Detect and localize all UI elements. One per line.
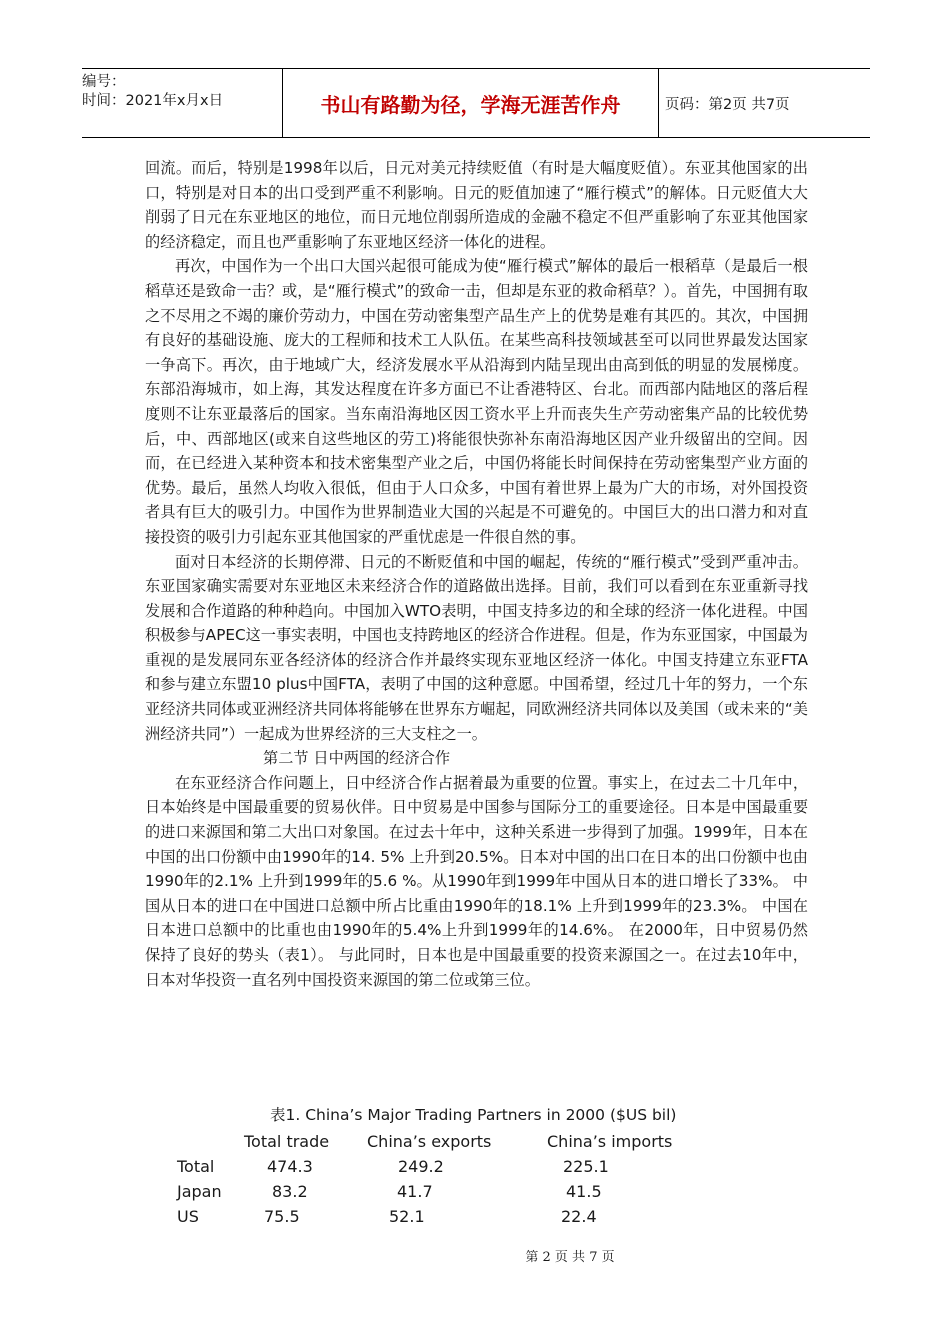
table-cell: 41.7 bbox=[397, 1182, 433, 1201]
table-cell: 52.1 bbox=[389, 1207, 425, 1226]
header-meta bbox=[82, 69, 282, 137]
page-header bbox=[82, 68, 870, 138]
document-number-label: 编号： bbox=[82, 74, 126, 90]
page-footer: 第 2 页 共 7 页 bbox=[525, 1250, 615, 1265]
table-header-imports: China’s imports bbox=[547, 1132, 673, 1151]
document-body bbox=[145, 156, 808, 992]
section-heading: 第二节 日中两国的经济合作 bbox=[263, 749, 451, 768]
table-cell: 75.5 bbox=[264, 1207, 300, 1226]
table-cell: 474.3 bbox=[267, 1157, 313, 1176]
table-row-label: Japan bbox=[177, 1182, 222, 1201]
body-paragraph: 在东亚经济合作问题上，日中经济合作占据着最为重要的位置。事实上，在过去二十几年中，日本始终是中国最重要的贸易伙伴。日中贸易是中国参与国际分工的重要途径。日本是中国最重要的进口来源国和第二大出口对象国。在过去十年中，这种关系进一步得到了加强。1999年，日本在中国的出口份额中由1990年的14. 5% 上升到20.5%。日本对中国的出口在日本的出口份额中也由1990年的2.1% 上升到1999年的5.6 %。从1990年到1999年中国从日本的进口增长了33%。 中国从日本的进口在中国进口总额中所占比重由1990年的18.1% 上升到1999年的23.3%。 中国在日本进口总额中的比重也由1990年的5.4%上升到1999年的14.6%。 在2000年，日中贸易仍然保持了良好的势头（表1）。 与此同时，日本也是中国最重要的投资来源国之一。在过去10年中，日本对华投资一直名列中国投资来源国的第二位或第三位。 bbox=[145, 773, 808, 989]
table-header-exports: China’s exports bbox=[367, 1132, 492, 1151]
table-cell: 249.2 bbox=[398, 1157, 444, 1176]
table-caption: 表1. China’s Major Trading Partners in 2000 ($US bil) bbox=[270, 1106, 677, 1124]
table-cell: 225.1 bbox=[563, 1157, 609, 1176]
table-cell: 83.2 bbox=[272, 1182, 308, 1201]
header-page-label: 页码：第2页 共7页 bbox=[665, 96, 790, 113]
header-motto: 书山有路勤为径，学海无涯苦作舟 bbox=[282, 69, 659, 137]
table-row-label: Total bbox=[177, 1157, 215, 1176]
table-row-label: US bbox=[177, 1207, 199, 1226]
body-paragraph: 再次，中国作为一个出口大国兴起很可能成为使“雁行模式”解体的最后一根稻草（是最后一根稻草还是致命一击？或，是“雁行模式”的致命一击，但却是东亚的救命稻草？）。首先，中国拥有取之不尽用之不竭的廉价劳动力，中国在劳动密集型产品生产上的优势是难有其匹的。其次，中国拥有良好的基础设施、庞大的工程师和技术工人队伍。在某些高科技领域甚至可以同世界最发达国家一争高下。再次，由于地域广大，经济发展水平从沿海到内陆呈现出由高到低的明显的发展梯度。东部沿海城市，如上海，其发达程度在许多方面已不让香港特区、台北。而西部内陆地区的落后程度则不让东亚最落后的国家。当东南沿海地区因工资水平上升而丧失生产劳动密集产品的比较优势后，中、西部地区(或来自这些地区的劳工)将能很快弥补东南沿海地区因产业升级留出的空间。因而，在已经进入某种资本和技术密集型产业之后，中国仍将能长时间保持在劳动密集型产业方面的优势。最后，虽然人均收入很低，但由于人口众多，中国有着世界上最为广大的市场，对外国投资者具有巨大的吸引力。中国作为世界制造业大国的兴起是不可避免的。中国巨大的出口潜力和对直接投资的吸引力引起东亚其他国家的严重忧虑是一件很自然的事。 bbox=[145, 257, 808, 546]
body-paragraph: 回流。而后，特别是1998年以后，日元对美元持续贬值（有时是大幅度贬值）。东亚其他国家的出口，特别是对日本的出口受到严重不利影响。日元的贬值加速了“雁行模式”的解体。日元贬值大大削弱了日元在东亚地区的地位，而日元地位削弱所造成的金融不稳定不但严重影响了东亚其他国家的经济稳定，而且也严重影响了东亚地区经济一体化的进程。 bbox=[145, 159, 808, 251]
table-cell: 41.5 bbox=[566, 1182, 602, 1201]
document-time-label: 时间：2021年x月x日 bbox=[82, 93, 224, 109]
table-cell: 22.4 bbox=[561, 1207, 597, 1226]
body-paragraph: 面对日本经济的长期停滞、日元的不断贬值和中国的崛起，传统的“雁行模式”受到严重冲击。东亚国家确实需要对东亚地区未来经济合作的道路做出选择。目前，我们可以看到在东亚重新寻找发展和合作道路的种种趋向。中国加入WTO表明，中国支持多边的和全球的经济一体化进程。中国积极参与APEC这一事实表明，中国也支持跨地区的经济合作进程。但是，作为东亚国家，中国最为重视的是发展同东亚各经济体的经济合作并最终实现东亚地区经济一体化。中国支持建立东亚FTA和参与建立东盟10 plus中国FTA，表明了中国的这种意愿。中国希望，经过几十年的努力，一个东亚经济共同体或亚洲经济共同体将能够在世界东方崛起，同欧洲经济共同体以及美国（或未来的“美洲经济共同”）一起成为世界经济的三大支柱之一。 bbox=[145, 552, 808, 743]
table-header-total-trade: Total trade bbox=[244, 1132, 330, 1151]
